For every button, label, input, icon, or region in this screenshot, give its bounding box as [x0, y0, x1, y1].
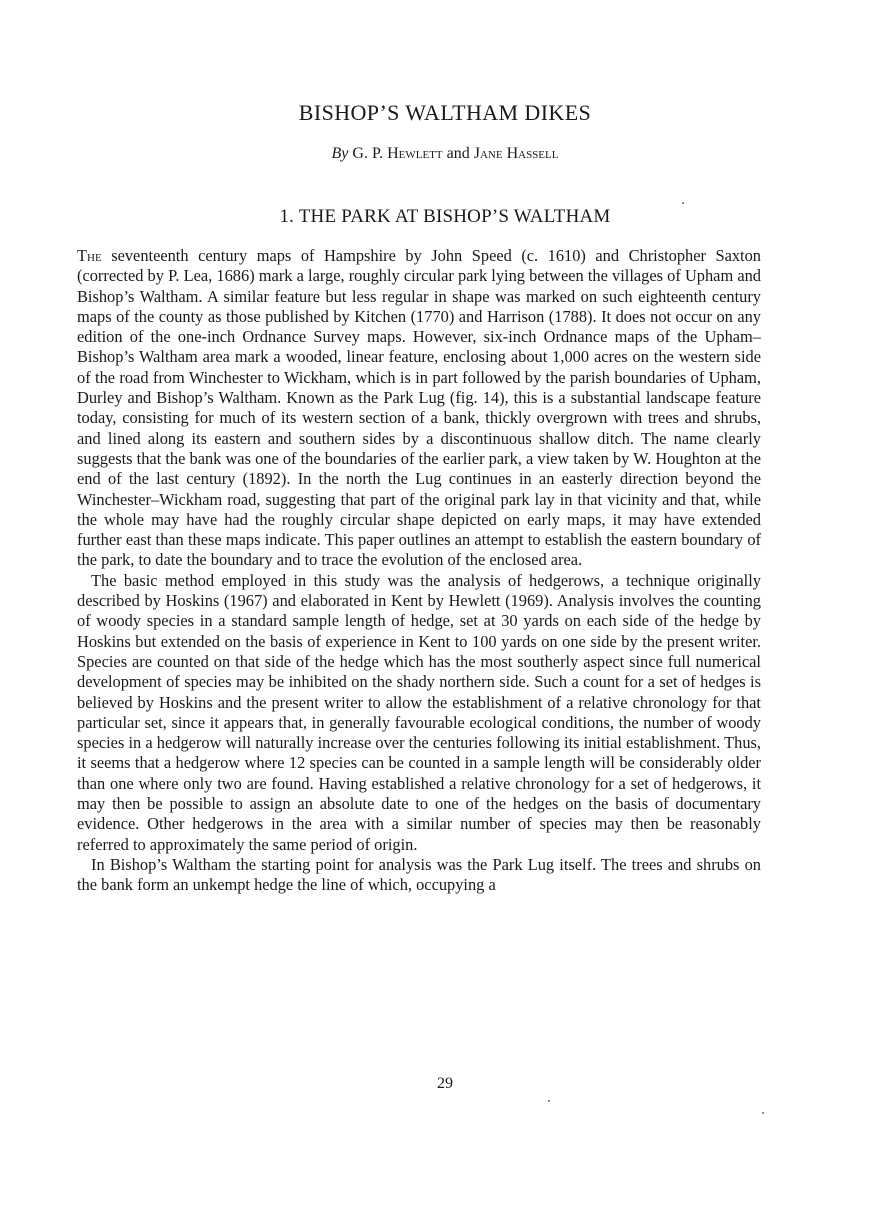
section-heading: 1. THE PARK AT BISHOP’S WALTHAM	[279, 206, 611, 227]
paragraph-1-lead: The	[77, 246, 102, 265]
article-title: BISHOP’S WALTHAM DIKES	[298, 100, 592, 125]
paragraph-2: The basic method employed in this study was the analysis of hedgerows, a technique originally described by Hoskins (1967) and elaborated in Kent by Hewlett (1969). Analysis involves the counting of woody species in a standard sample length of hedge, set at 30 yards on each side of the hedge by Hoskins but extended on the basis of experience in Kent to 100 yards on one side by the present writer. Species are counted on that side of the hedge which has the most southerly aspect since full numerical development of species may be inhibited on the shady northern side. Such a count for a set of hedges is believed by Hoskins and the present writer to allow the establishment of a relative chronology for that particular set, since it appears that, in generally favourable ecological conditions, the number of woody species in a hedgerow will naturally increase over the centuries following its initial establishment. Thus, it seems that a hedgerow where 12 species can be counted in a sample length will be considerably older than one where only two are found. Having established a relative chronology for a set of hedgerows, it may then be possible to assign an absolute date to one of the hedges on the basis of documentary evidence. Other hedgerows in the area with a similar number of species may then be reasonably referred to approximately the same period of origin.	[77, 570, 761, 854]
author-2: Jane Hassell	[473, 145, 559, 162]
paragraph-3: In Bishop’s Waltham the starting point for analysis was the Park Lug itself. The trees and shrubs on the bank form an unkempt hedge the line of which, occupying a	[77, 854, 761, 895]
byline-and: and	[442, 145, 474, 162]
scan-speck	[682, 202, 684, 204]
paragraph-1	[77, 246, 761, 571]
scan-speck	[762, 1112, 764, 1114]
byline-initials: G. P.	[352, 145, 388, 162]
byline-by: By	[331, 145, 349, 162]
author-1: Hewlett	[387, 145, 443, 162]
page-number: 29	[437, 1075, 453, 1092]
paragraph-1-text: seventeenth century maps of Hampshire by John Speed (c. 1610) and Christopher Saxton (corrected by P. Lea, 1686) mark a large, roughly circular park lying between the villages of Upham and Bishop’s Waltham. A similar feature but less regular in shape was marked on such eighteenth century maps of the county as those published by Kitchen (1770) and Harrison (1788). It does not occur on any edition of the one-inch Ordnance Survey maps. However, six-inch Ordnance maps of the Upham–Bishop’s Waltham area mark a wooded, linear feature, enclosing about 1,000 acres on the western side of the road from Winchester to Wickham, which is in part followed by the parish boundaries of Upham, Durley and Bishop’s Waltham. Known as the Park Lug (fig. 14), this is a substantial landscape feature today, consisting for much of its western section of a bank, thickly overgrown with trees and shrubs, and lined along its eastern and southern sides by a discontinuous shallow ditch. The name clearly suggests that the bank was one of the boundaries of the earlier park, a view taken by W. Houghton at the end of the last century (1892). In the north the Lug continues in an easterly direction beyond the Winchester–Wickham road, suggesting that part of the original park lay in that vicinity and that, while the whole may have had the roughly circular shape depicted on early maps, it may have extended further east than these maps indicate. This paper outlines an attempt to establish the eastern boundary of the park, to date the boundary and to trace the evolution of the enclosed area.	[77, 246, 761, 570]
article-body	[77, 246, 761, 896]
byline	[0, 145, 890, 163]
scan-speck	[548, 1100, 550, 1102]
